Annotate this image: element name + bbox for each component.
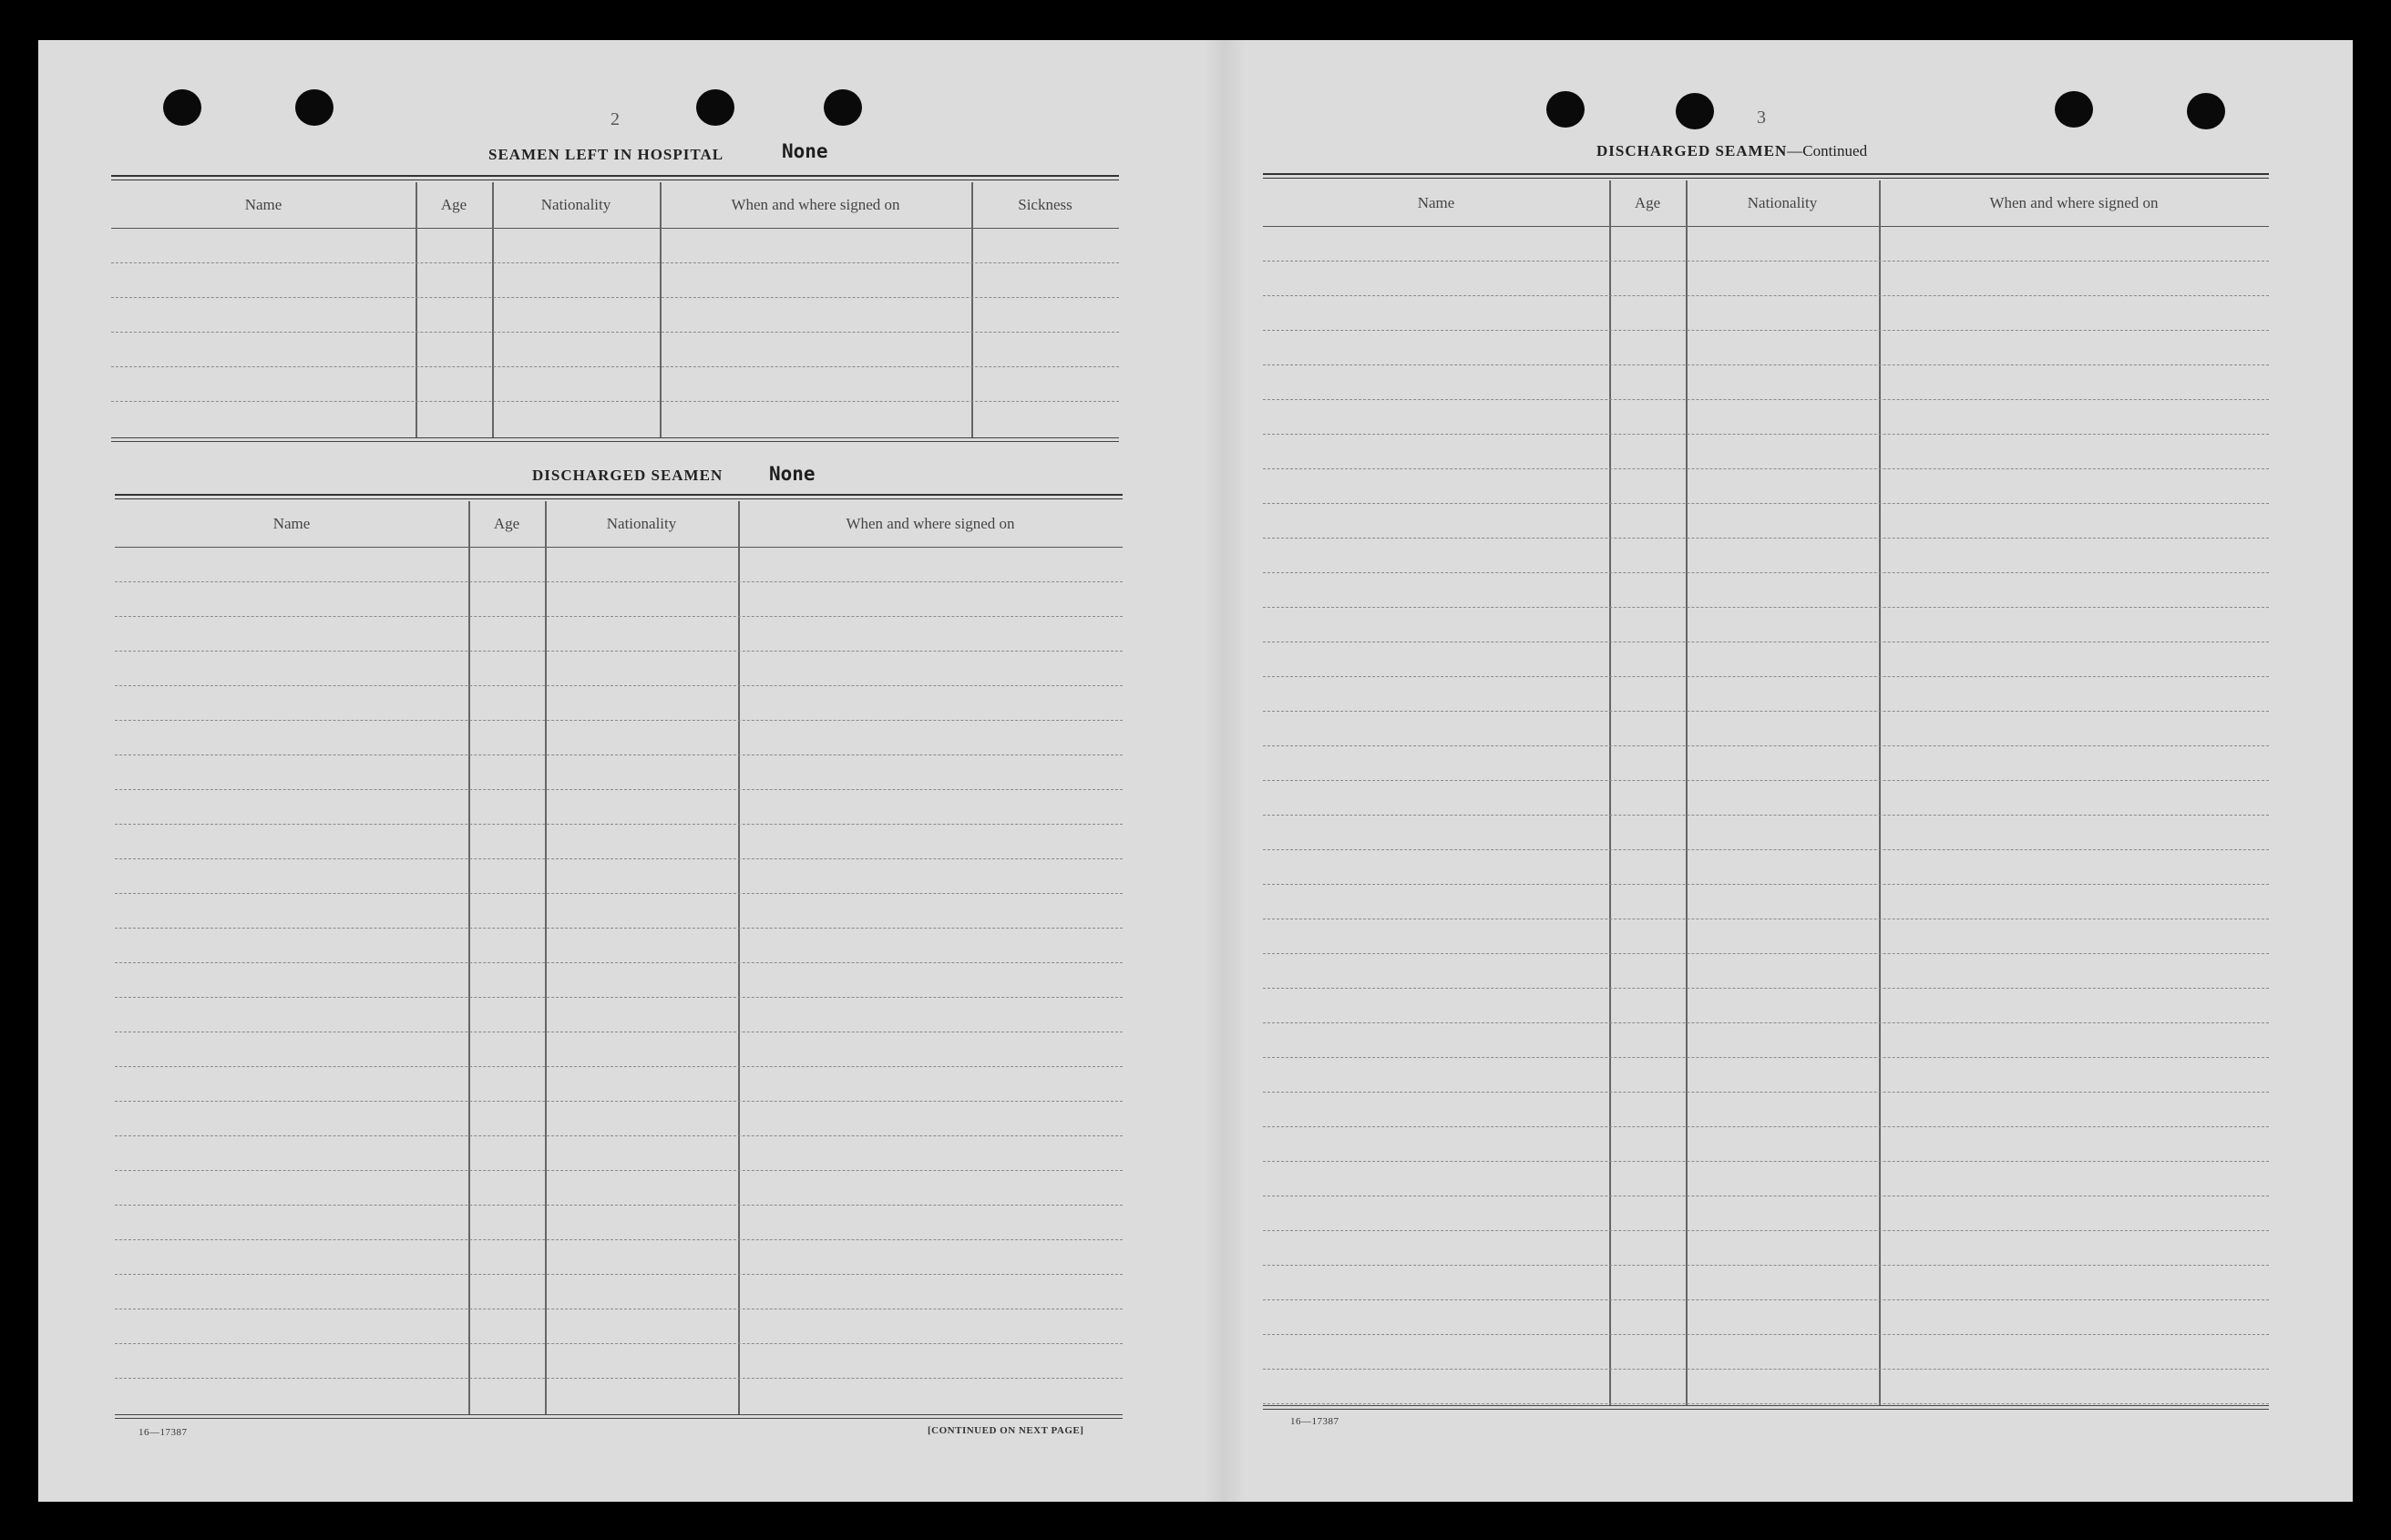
form-sheet (38, 40, 2353, 1502)
column-divider (468, 501, 470, 1414)
table-bottom-rule (115, 1414, 1123, 1419)
col-header-nationality: Nationality (1747, 194, 1818, 211)
punch-hole (696, 89, 734, 126)
col-header-nationality: Nationality (540, 196, 611, 213)
punch-hole (163, 89, 201, 126)
table-row (115, 1274, 1123, 1275)
table-row (111, 332, 1119, 333)
column-divider (971, 182, 973, 437)
table-row (1263, 780, 2269, 781)
table-row (1263, 953, 2269, 954)
table-row (1263, 434, 2269, 435)
table-row (1263, 1334, 2269, 1335)
table-row (115, 824, 1123, 825)
table-row (1263, 572, 2269, 573)
table-row (1263, 1403, 2269, 1404)
table-row (111, 401, 1119, 402)
table-row (115, 685, 1123, 686)
table-row (1263, 1022, 2269, 1023)
col-header-sickness: Sickness (1018, 196, 1072, 213)
discharged-section-title: DISCHARGED SEAMEN (532, 467, 723, 484)
column-divider (492, 182, 494, 437)
table-row (115, 789, 1123, 790)
table-row (115, 858, 1123, 859)
col-header-nationality: Nationality (606, 515, 677, 532)
table-row (1263, 364, 2269, 365)
table-bottom-rule (1263, 1405, 2269, 1410)
table-row (1263, 1126, 2269, 1127)
continued-note: [CONTINUED ON NEXT PAGE] (928, 1425, 1084, 1436)
punch-hole (1676, 93, 1714, 129)
column-divider (738, 501, 740, 1414)
hospital-section-title: SEAMEN LEFT IN HOSPITAL (488, 146, 724, 163)
table-row (115, 1135, 1123, 1136)
col-header-name: Name (244, 196, 282, 213)
table-row (1263, 399, 2269, 400)
table-row (1263, 1369, 2269, 1370)
col-header-name: Name (272, 515, 311, 532)
table-row (115, 616, 1123, 617)
page-number-right: 3 (1757, 108, 1766, 128)
table-row (1263, 884, 2269, 885)
table-header (115, 501, 1123, 548)
table-header (1263, 180, 2269, 227)
table-row (111, 297, 1119, 298)
table-row (1263, 676, 2269, 677)
page-number-left: 2 (611, 109, 620, 129)
discharged-continued-title (1596, 142, 1867, 160)
table-row (1263, 815, 2269, 816)
table-header (111, 182, 1119, 229)
table-row (115, 651, 1123, 652)
punch-hole (1546, 91, 1585, 128)
table-row (1263, 468, 2269, 469)
discharged-table-right (1263, 173, 2269, 1458)
punch-hole (295, 89, 334, 126)
table-row (115, 1239, 1123, 1240)
table-bottom-rule (111, 437, 1119, 442)
discharged-continued-title-text: DISCHARGED SEAMEN (1596, 142, 1788, 159)
form-number-left: 16—17387 (139, 1427, 188, 1438)
table-row (1263, 711, 2269, 712)
table-top-rule (115, 494, 1123, 499)
column-divider (660, 182, 662, 437)
table-row (1263, 1057, 2269, 1058)
col-header-signed-on: When and where signed on (731, 196, 900, 213)
hospital-table (111, 175, 1119, 485)
table-row (115, 1066, 1123, 1067)
table-row (111, 262, 1119, 263)
table-row (1263, 538, 2269, 539)
table-row (115, 1378, 1123, 1379)
discharged-entry-none: None (769, 463, 816, 485)
discharged-table-left (115, 494, 1123, 1465)
table-row (1263, 261, 2269, 262)
table-row (1263, 745, 2269, 746)
table-row (115, 893, 1123, 894)
form-number-right: 16—17387 (1290, 1416, 1339, 1427)
table-row (1263, 1161, 2269, 1162)
col-header-age: Age (1634, 194, 1661, 211)
table-top-rule (111, 175, 1119, 180)
continued-suffix: —Continued (1787, 142, 1868, 159)
table-row (1263, 607, 2269, 608)
col-header-signed-on: When and where signed on (846, 515, 1015, 532)
col-header-age: Age (493, 515, 520, 532)
table-top-rule (1263, 173, 2269, 179)
center-fold (1205, 40, 1245, 1502)
table-row (1263, 1230, 2269, 1231)
table-row (1263, 1265, 2269, 1266)
column-divider (545, 501, 547, 1414)
punch-hole (824, 89, 862, 126)
punch-hole (2055, 91, 2093, 128)
table-row (115, 1170, 1123, 1171)
table-row (115, 962, 1123, 963)
table-row (115, 1205, 1123, 1206)
table-row (115, 720, 1123, 721)
table-row (115, 581, 1123, 582)
table-row (1263, 295, 2269, 296)
table-row (1263, 988, 2269, 989)
table-row (1263, 1299, 2269, 1300)
table-row (115, 1101, 1123, 1102)
punch-hole (2187, 93, 2225, 129)
table-row (1263, 503, 2269, 504)
hospital-entry-none: None (782, 140, 828, 162)
col-header-name: Name (1417, 194, 1455, 211)
table-row (115, 1343, 1123, 1344)
col-header-signed-on: When and where signed on (1989, 194, 2159, 211)
table-row (1263, 849, 2269, 850)
col-header-age: Age (440, 196, 467, 213)
table-row (111, 366, 1119, 367)
table-row (115, 997, 1123, 998)
table-row (1263, 330, 2269, 331)
table-row (115, 928, 1123, 929)
column-divider (416, 182, 417, 437)
table-row (1263, 1092, 2269, 1093)
